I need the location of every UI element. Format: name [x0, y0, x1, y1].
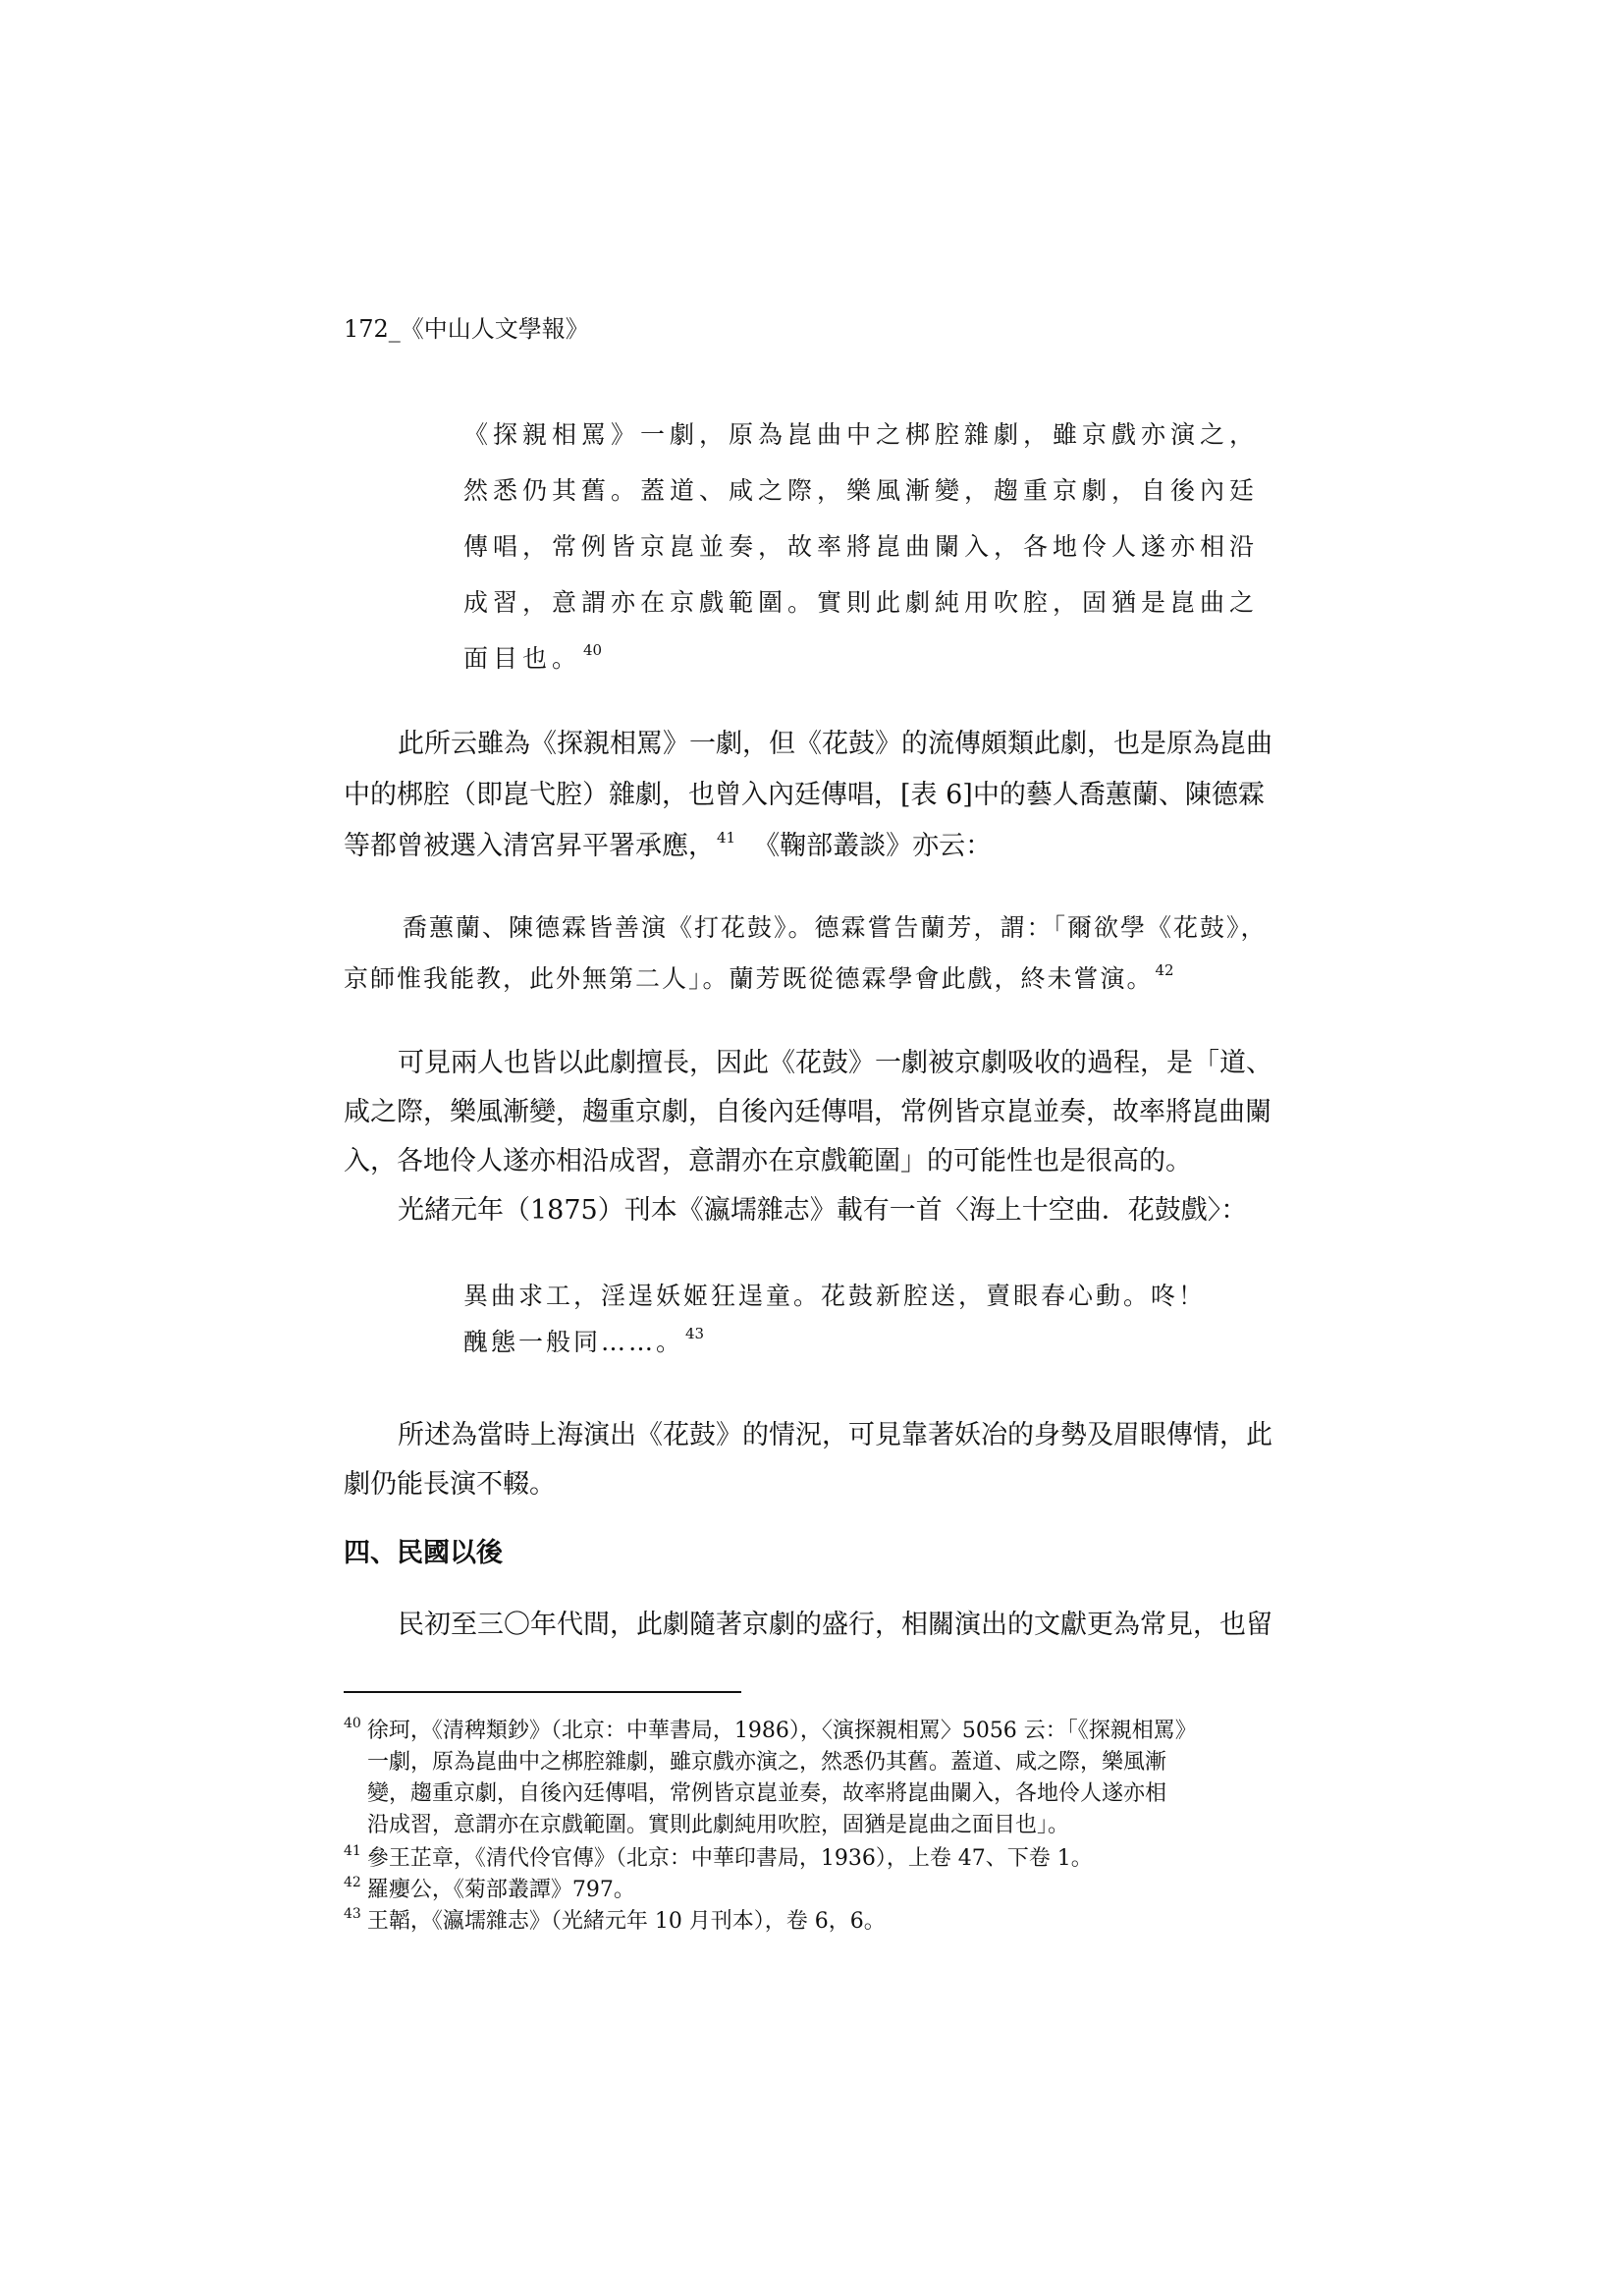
paragraph-line: 可見兩人也皆以此劇擅長，因此《花鼓》一劇被京劇吸收的過程，是「道、 — [398, 1048, 1272, 1078]
quote-text: 醜態一般同……。 — [463, 1328, 684, 1356]
quote-text: 京師惟我能教，此外無第二人」。蘭芳既從德霖學會此戲，終未嘗演。 — [344, 964, 1154, 993]
quote-text: 面目也。 — [463, 644, 582, 673]
quote-line: 傳唱，常例皆京崑並奏，故率將崑曲闌入，各地伶人遂亦相沿 — [463, 532, 1260, 561]
quote-line — [463, 641, 603, 674]
paragraph-line: 中的梆腔（即崑弋腔）雜劇，也曾入內廷傳唱，[表 6]中的藝人喬蕙蘭、陳德霖 — [344, 780, 1265, 810]
footnote-number: 42 — [344, 1875, 361, 1890]
quote-line — [463, 1325, 705, 1357]
quote-line — [344, 961, 1174, 994]
paragraph-text: 《鞠部叢談》亦云： — [753, 831, 993, 861]
quote-line: 然悉仍其舊。蓋道、咸之際，樂風漸變，趨重京劇，自後內廷 — [463, 476, 1260, 505]
footnote-text: 王韜，《瀛壖雜志》（光緒元年 10 月刊本），卷 6，6。 — [366, 1909, 886, 1934]
footnote-divider — [344, 1691, 741, 1693]
paragraph-line: 入，各地伶人遂亦相沿成習，意謂亦在京戲範圍」的可能性也是很高的。 — [344, 1146, 1192, 1176]
footnote-text: 參王芷章，《清代伶官傳》（北京：中華印書局，1936），上卷 47、下卷 1。 — [366, 1846, 1093, 1871]
quote-line: 異曲求工，淫逞妖姬狂逞童。花鼓新腔送，賣眼春心動。咚！ — [463, 1282, 1207, 1310]
quote-line: 《探親相罵》一劇，原為崑曲中之梆腔雜劇，雖京戲亦演之， — [463, 420, 1260, 449]
paragraph-line: 民初至三〇年代間，此劇隨著京劇的盛行，相關演出的文獻更為常見，也留 — [398, 1610, 1272, 1640]
footnote-text: 羅癭公，《菊部叢譚》797。 — [366, 1878, 635, 1902]
paragraph-line: 咸之際，樂風漸變，趨重京劇，自後內廷傳唱，常例皆京崑並奏，故率將崑曲闌 — [344, 1097, 1271, 1127]
quote-line: 成習，意謂亦在京戲範圍。實則此劇純用吹腔，固猶是崑曲之 — [463, 588, 1260, 617]
footnote-43 — [344, 1906, 886, 1935]
footnote-42 — [344, 1875, 635, 1903]
paragraph-line: 光緒元年（1875）刊本《瀛壖雜志》載有一首〈海上十空曲．花鼓戲〉： — [398, 1195, 1248, 1226]
footnote-40-line: 一劇，原為崑曲中之梆腔雜劇，雖京戲亦演之，然悉仍其舊。蓋道、咸之際，樂風漸 — [367, 1750, 1167, 1775]
footnote-41 — [344, 1843, 1093, 1872]
footnote-number: 40 — [344, 1716, 361, 1731]
footnote-ref: 40 — [583, 641, 603, 659]
footnote-ref: 43 — [685, 1325, 705, 1342]
footnote-40-line: 變，趨重京劇，自後內廷傳唱，常例皆京崑並奏，故率將崑曲闌入，各地伶人遂亦相 — [367, 1781, 1167, 1806]
paragraph-line: 所述為當時上海演出《花鼓》的情況，可見靠著妖冶的身勢及眉眼傳情，此 — [398, 1420, 1272, 1450]
footnote-40-line — [344, 1716, 1197, 1744]
footnote-ref: 42 — [1155, 961, 1174, 979]
running-header: 172_《中山人文學報》 — [344, 315, 589, 343]
section-heading: 四、民國以後 — [344, 1538, 503, 1568]
paragraph-text: 等都曾被選入清宮昇平署承應， — [344, 831, 715, 861]
quote-line: 喬蕙蘭、陳德霖皆善演《打花鼓》。德霖嘗告蘭芳，謂：「爾欲學《花鼓》， — [403, 913, 1268, 942]
footnote-40-line: 沿成習，意謂亦在京戲範圍。實則此劇純用吹腔，固猶是崑曲之面目也」。 — [367, 1813, 1070, 1837]
footnote-number: 41 — [344, 1843, 361, 1859]
footnote-ref: 41 — [717, 829, 736, 847]
footnote-number: 43 — [344, 1906, 361, 1922]
paragraph-line — [344, 829, 993, 861]
paragraph-line: 劇仍能長演不輟。 — [344, 1469, 556, 1500]
footnote-text: 徐珂，《清稗類鈔》（北京：中華書局，1986），〈演探親相罵〉5056 云：「《探親相罵》 — [366, 1719, 1197, 1743]
paragraph-line: 此所云雖為《探親相罵》一劇，但《花鼓》的流傳頗類此劇，也是原為崑曲 — [398, 729, 1272, 759]
